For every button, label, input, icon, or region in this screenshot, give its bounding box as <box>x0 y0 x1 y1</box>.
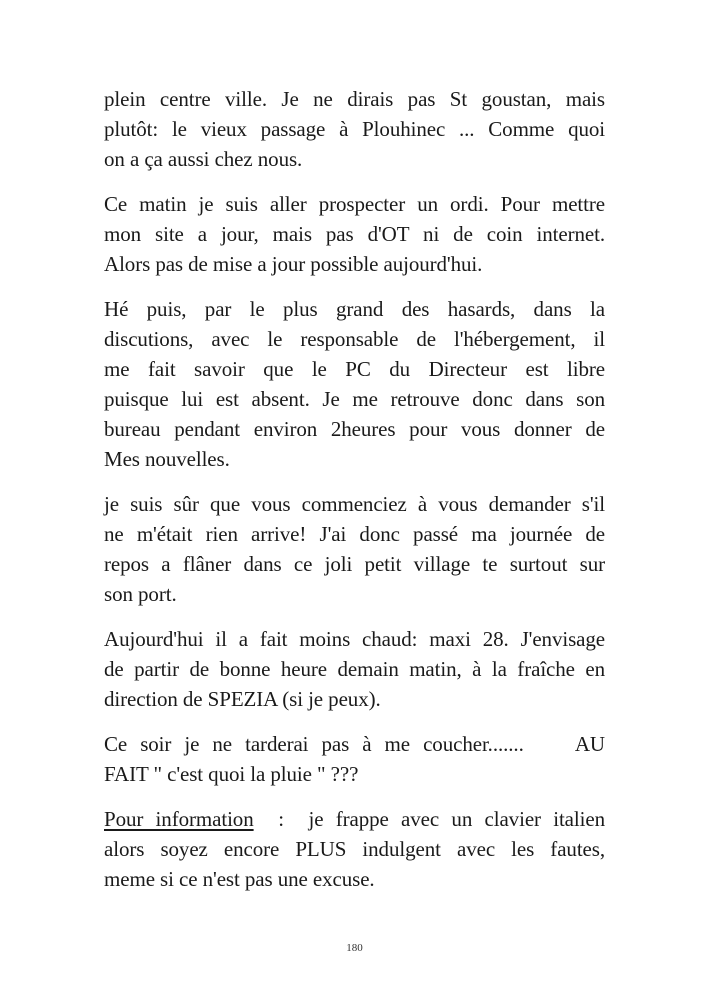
text-line: puisque lui est absent. Je me retrouve donc dans son <box>104 387 605 411</box>
text-line: Hé puis, par le plus grand des hasards, dans la <box>104 297 605 321</box>
text-line: me fait savoir que le PC du Directeur est libre <box>104 357 605 381</box>
text-fragment: : je frappe avec un clavier italien <box>253 807 605 831</box>
text-line: Alors pas de mise a jour possible aujourd'hui. <box>104 252 483 276</box>
paragraph-3 <box>104 294 605 474</box>
text-line: Ce soir je ne tarderai pas à me coucher....... AU <box>104 732 605 756</box>
paragraph-7 <box>104 804 605 894</box>
text-line: repos a flâner dans ce joli petit village te surtout sur <box>104 552 605 576</box>
text-line: plein centre ville. Je ne dirais pas St goustan, mais <box>104 87 605 111</box>
text-line: Ce matin je suis aller prospecter un ordi. Pour mettre <box>104 192 605 216</box>
underlined-heading: Pour information <box>104 807 254 831</box>
text-line: alors soyez encore PLUS indulgent avec les fautes, <box>104 837 605 861</box>
text-line <box>104 804 605 834</box>
text-line: je suis sûr que vous commenciez à vous demander s'il <box>104 492 605 516</box>
paragraph-2 <box>104 189 605 279</box>
text-line: bureau pendant environ 2heures pour vous donner de <box>104 417 605 441</box>
text-line: mon site a jour, mais pas d'OT ni de coin internet. <box>104 222 605 246</box>
text-line: ne m'était rien arrive! J'ai donc passé ma journée de <box>104 522 605 546</box>
page-number: 180 <box>346 942 363 954</box>
paragraph-1 <box>104 84 605 174</box>
text-line: on a ça aussi chez nous. <box>104 147 303 171</box>
paragraph-5 <box>104 624 605 714</box>
text-line: Aujourd'hui il a fait moins chaud: maxi 28. J'envisage <box>104 627 605 651</box>
paragraph-4 <box>104 489 605 609</box>
text-line: son port. <box>104 582 177 606</box>
text-line: discutions, avec le responsable de l'hébergement, il <box>104 327 605 351</box>
text-line: direction de SPEZIA (si je peux). <box>104 687 381 711</box>
text-line: Mes nouvelles. <box>104 447 230 471</box>
text-line: meme si ce n'est pas une excuse. <box>104 867 375 891</box>
body-text <box>104 84 605 894</box>
paragraph-6 <box>104 729 605 789</box>
text-line: plutôt: le vieux passage à Plouhinec ... Comme quoi <box>104 117 605 141</box>
text-line: FAIT " c'est quoi la pluie " ??? <box>104 762 359 786</box>
text-line: de partir de bonne heure demain matin, à la fraîche en <box>104 657 605 681</box>
